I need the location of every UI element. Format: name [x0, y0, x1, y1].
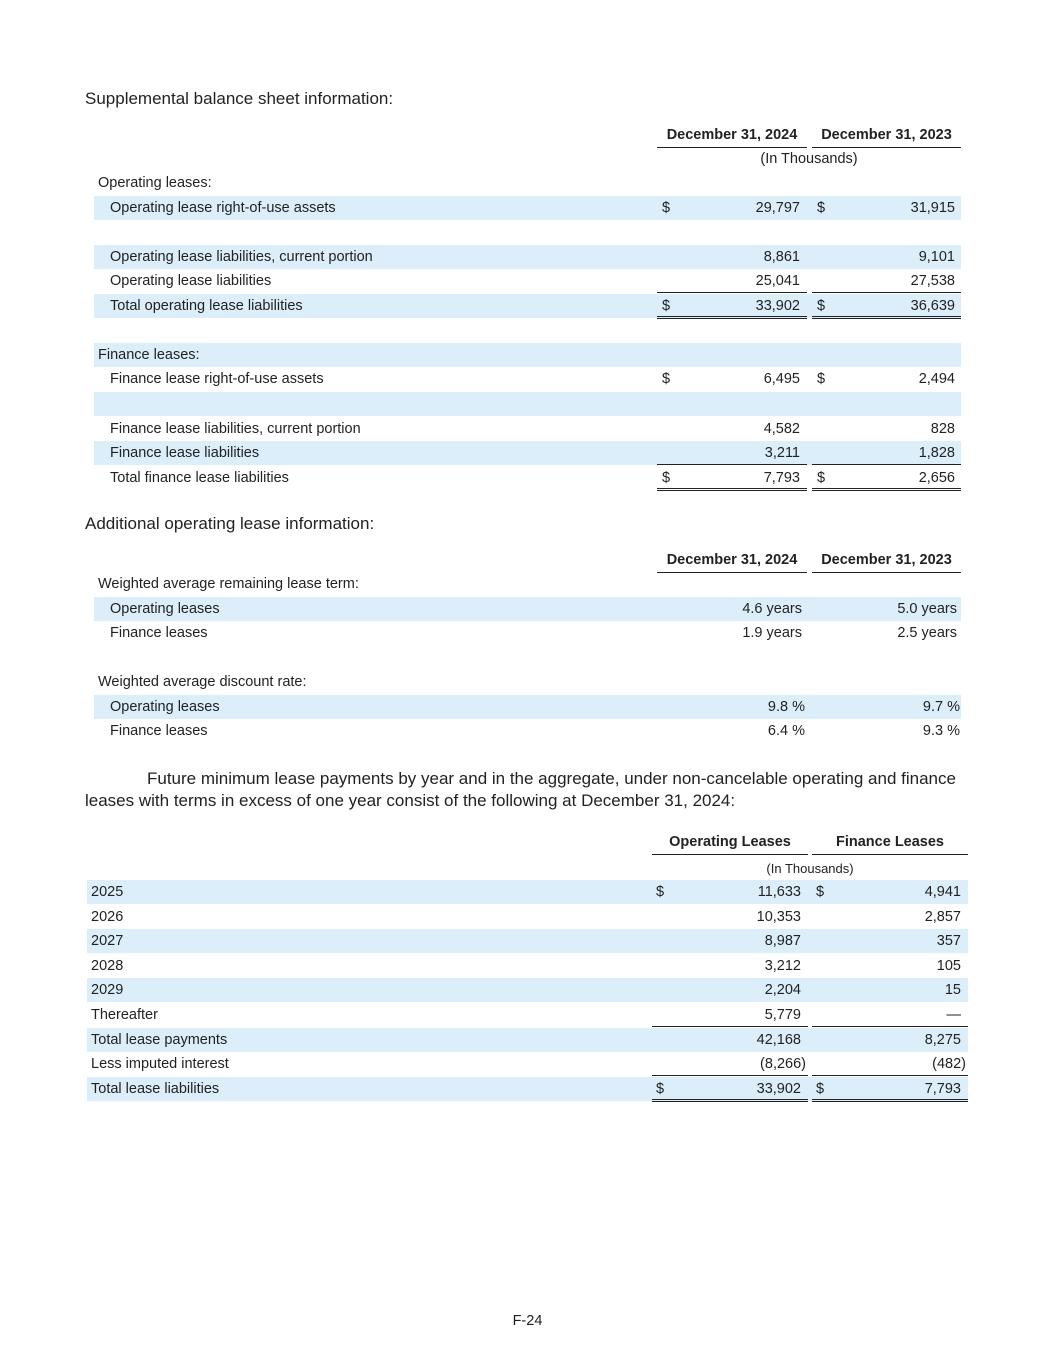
dollar-sign: $	[816, 884, 825, 900]
table-row	[94, 572, 961, 596]
row-label: Finance leases	[110, 625, 208, 641]
table-row	[94, 392, 961, 416]
table-row	[94, 318, 961, 342]
double-underline	[652, 1099, 808, 1102]
col-header-2023: December 31, 2023	[812, 552, 961, 573]
value-finance: 15	[944, 982, 961, 998]
dollar-sign: $	[817, 371, 826, 387]
table-row	[94, 695, 961, 719]
col-header-finance-leases: Finance Leases	[812, 834, 968, 855]
dollar-sign: $	[816, 1081, 825, 1097]
value-2023: 2,494	[918, 371, 955, 387]
row-label: 2025	[91, 884, 124, 900]
double-underline	[657, 488, 807, 491]
table-row	[94, 367, 961, 391]
table-row	[87, 880, 968, 904]
table-row	[87, 954, 968, 978]
row-label: Operating lease liabilities	[110, 273, 272, 289]
units-label: (In Thousands)	[760, 151, 858, 167]
value-2023: 9.3 %	[922, 723, 960, 739]
row-label: Operating lease right-of-use assets	[110, 200, 336, 216]
page-number: F-24	[512, 1313, 543, 1329]
table-row	[87, 929, 968, 953]
paragraph-line: leases with terms in excess of one year consist of the following at December 31, 2024:	[85, 791, 736, 810]
row-label: Finance lease liabilities, current portion	[110, 421, 361, 437]
row-label: Total finance lease liabilities	[110, 470, 289, 486]
value-2024: 4,582	[763, 421, 800, 437]
row-label: Less imputed interest	[91, 1056, 229, 1072]
value-2024: 8,861	[763, 249, 800, 265]
row-label: Total lease liabilities	[91, 1081, 220, 1097]
table-row	[94, 343, 961, 367]
value-2023: 2,656	[918, 470, 955, 486]
underline	[657, 464, 807, 465]
value-finance: 8,275	[924, 1032, 961, 1048]
table-row	[94, 220, 961, 244]
dollar-sign: $	[817, 470, 826, 486]
section-title-additional-info: Additional operating lease information:	[85, 514, 375, 533]
dollar-sign: $	[662, 200, 671, 216]
table-row	[94, 294, 961, 318]
units-label: (In Thousands)	[766, 861, 854, 876]
row-label: Operating lease liabilities, current portion	[110, 249, 373, 265]
value-2023: 36,639	[910, 298, 955, 314]
value-2024: 4.6 years	[742, 601, 802, 617]
lease-payments-paragraph	[85, 768, 970, 812]
value-2023: 9.7 %	[922, 699, 960, 715]
table-row	[94, 670, 961, 694]
row-label: Finance lease right-of-use assets	[110, 371, 324, 387]
value-2023: 828	[930, 421, 955, 437]
table-row	[94, 171, 961, 195]
row-label: 2027	[91, 933, 124, 949]
table-row	[94, 719, 961, 743]
row-label: Finance leases	[110, 723, 208, 739]
double-underline	[812, 1099, 968, 1102]
row-label: Weighted average discount rate:	[98, 674, 307, 690]
dollar-sign: $	[817, 200, 826, 216]
value-operating: (8,266)	[760, 1056, 806, 1072]
row-label: 2028	[91, 958, 124, 974]
value-2023: 31,915	[910, 200, 955, 216]
value-2024: 33,902	[755, 298, 800, 314]
value-2023: 1,828	[918, 445, 955, 461]
table-row	[94, 646, 961, 670]
value-finance: 7,793	[924, 1081, 961, 1097]
dollar-sign: $	[817, 298, 826, 314]
value-operating: 10,353	[756, 909, 801, 925]
value-2024: 25,041	[755, 273, 800, 289]
underline	[812, 292, 961, 293]
table-row	[87, 1052, 968, 1076]
value-operating: 33,902	[756, 1081, 801, 1097]
dollar-sign: $	[656, 1081, 665, 1097]
row-label: Operating leases:	[98, 175, 212, 191]
value-2024: 6.4 %	[767, 723, 805, 739]
value-operating: 42,168	[756, 1032, 801, 1048]
underline	[812, 1075, 968, 1076]
underline	[652, 1026, 808, 1027]
value-2023: 5.0 years	[897, 601, 957, 617]
value-finance: —	[946, 1007, 961, 1023]
dollar-sign: $	[662, 371, 671, 387]
table-row	[94, 245, 961, 269]
value-operating: 5,779	[764, 1007, 801, 1023]
value-operating: 8,987	[764, 933, 801, 949]
underline	[812, 1026, 968, 1027]
row-label: Finance lease liabilities	[110, 445, 260, 461]
value-2023: 27,538	[910, 273, 955, 289]
table-row	[94, 196, 961, 220]
row-label: Weighted average remaining lease term:	[98, 576, 359, 592]
row-label: 2029	[91, 982, 124, 998]
paragraph-line: Future minimum lease payments by year and in the aggregate, under non-cancelable operating and finance	[147, 769, 956, 788]
value-finance: 2,857	[924, 909, 961, 925]
value-operating: 11,633	[757, 884, 801, 900]
table-row	[94, 269, 961, 293]
value-finance: 357	[936, 933, 961, 949]
table-row	[94, 417, 961, 441]
col-header-2024: December 31, 2024	[657, 552, 807, 573]
underline	[657, 292, 807, 293]
value-2024: 29,797	[755, 200, 800, 216]
value-operating: 2,204	[764, 982, 801, 998]
value-2023: 2.5 years	[897, 625, 957, 641]
row-label: Operating leases	[110, 601, 220, 617]
col-header-2024: December 31, 2024	[657, 127, 807, 148]
row-label: Thereafter	[91, 1007, 158, 1023]
dollar-sign: $	[656, 884, 665, 900]
table-row	[87, 1003, 968, 1027]
table-row	[87, 905, 968, 929]
dollar-sign: $	[662, 298, 671, 314]
value-2024: 9.8 %	[767, 699, 805, 715]
value-finance: 4,941	[924, 884, 961, 900]
underline	[812, 464, 961, 465]
table-row	[94, 441, 961, 465]
row-label: 2026	[91, 909, 124, 925]
value-finance: 105	[936, 958, 961, 974]
underline	[652, 1075, 808, 1076]
section-title-balance-sheet: Supplemental balance sheet information:	[85, 89, 394, 108]
table-row	[94, 621, 961, 645]
table-row	[87, 1028, 968, 1052]
value-2024: 6,495	[763, 371, 800, 387]
table-row	[94, 597, 961, 621]
value-finance: (482)	[932, 1056, 966, 1072]
value-2024: 3,211	[764, 445, 800, 461]
table-row	[87, 1077, 968, 1101]
row-label: Total operating lease liabilities	[110, 298, 303, 314]
value-2024: 1.9 years	[742, 625, 802, 641]
value-2024: 7,793	[763, 470, 800, 486]
col-header-operating-leases: Operating Leases	[652, 834, 808, 855]
double-underline	[812, 488, 961, 491]
row-label: Operating leases	[110, 699, 220, 715]
table-row	[87, 978, 968, 1002]
row-label: Total lease payments	[91, 1032, 228, 1048]
value-operating: 3,212	[764, 958, 801, 974]
col-header-2023: December 31, 2023	[812, 127, 961, 148]
dollar-sign: $	[662, 470, 671, 486]
value-2023: 9,101	[918, 249, 955, 265]
row-label: Finance leases:	[98, 347, 200, 363]
table-row	[94, 466, 961, 490]
